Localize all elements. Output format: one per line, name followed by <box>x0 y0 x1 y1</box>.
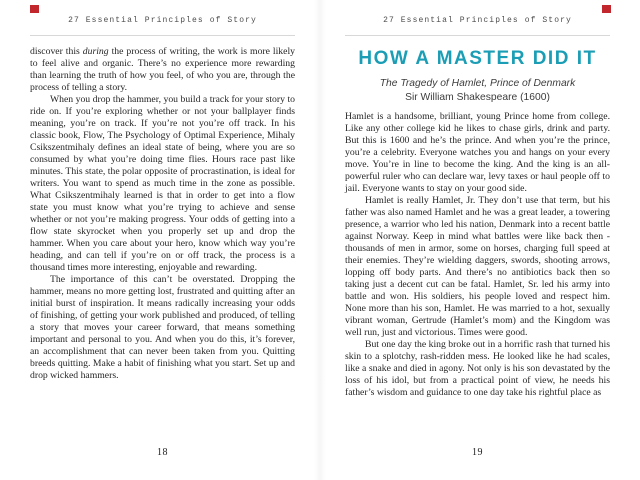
body-paragraph: But one day the king broke out in a horrific rash that turned his skin to a splotchy, rash-ridden mess. He looked like he had scales, like a snake and died in agony. Not only is his son devastated by the loss of his idol, but from a practical point of view, he needs his father’s wisdom and guidance to one day take his rightful place as <box>345 339 610 398</box>
running-header: 27 Essential Principles of Story <box>30 0 295 36</box>
body-paragraph: The importance of this can’t be overstated. Dropping the hammer, means no more getting lost, frustrated and quitting after an initial burst of inspiration. It means radically increasing your odds of finishing, of getting your work published and produced, of telling a story that moves your career forward, that means something important and personal to you. And when you do this, it’s forever, an accomplishment that can never been taken from you. Quitting breeds quitting. Make a habit of finishing what you start. Set up and drop wicked hammers. <box>30 274 295 381</box>
chapter-subtitle <box>345 77 610 104</box>
page-number: 18 <box>157 447 168 458</box>
subtitle-author: Sir William Shakespeare (1600) <box>405 91 550 103</box>
body-paragraph: Hamlet is really Hamlet, Jr. They don’t use that term, but his father was also named Hamlet and he was a great leader, a towering presence, a warrior who led his nation, Denmark into a recent battle against Norway. Keep in mind what battles were like back then - thousands of men in armor, some on horses, charging full speed at their enemies. They’re wielding daggers, swords, shooting arrows, lopping off body parts. And there’s no antibiotics back then so taking just a decent cut can be fatal. Hamlet, Sr. led his army into battle and won. His soldiers, his people loved and respect him. None more than his son, Hamlet. He was married to a hot, sexually vibrant woman, Gertrude (Hamlet’s mom) and the Kingdom was well run, just and victorious. Times were good. <box>345 195 610 338</box>
body-paragraph: When you drop the hammer, you build a track for your story to ride on. If you’re exploring whether or not your ballplayer finds meaning, you’re on track. If you’re not you’re off track. In his classic book, Flow, The Psychology of Optimal Experience, Mihaly Csikszentmihaly defines an ideal state of being, where you are so consumed by what you’re doing time flies. Hours race past like minutes. This state, the polar opposite of procrastination, is ideal for writers. You want to spend as much time in the zone as possible. What Csikszentmihaly learned is that in order to get into a flow state you must know what you’re trying to achieve and sense whether or not you’re making progress. Your odds of getting into a flow state skyrocket when you properly set up and drop the hammer. When you care about your hero, know which way you’re heading, and can tell if you’re on or off track, the process is a thousand times more interesting, enjoyable and rewarding. <box>30 94 295 273</box>
page-number: 19 <box>472 447 483 458</box>
page-right <box>320 0 640 480</box>
running-header: 27 Essential Principles of Story <box>345 0 610 36</box>
left-page-body <box>30 46 295 382</box>
subtitle-work-title: The Tragedy of Hamlet, Prince of Denmark <box>379 78 576 89</box>
body-paragraph: Hamlet is a handsome, brilliant, young Prince home from college. Like any other college kid he likes to chase girls, drink and party. But this is 1600 and he’s the prince. And when you’re the prince, you’re a celebrity. Everyone watches you and hangs on your every move. You’re in line to become the king. And the king is an all-powerful ruler who can declare war, levy taxes or haul people off to jail. Everyone wants to stay on your good side. <box>345 111 610 194</box>
body-paragraph: discover this during the process of writing, the work is more likely to feel alive and organic. There’s no experience more rewarding than learning the truth of how you feel, of who you are, through the process of telling a story. <box>30 46 295 93</box>
right-page-body <box>345 111 610 399</box>
chapter-title: HOW A MASTER DID IT <box>358 48 597 69</box>
